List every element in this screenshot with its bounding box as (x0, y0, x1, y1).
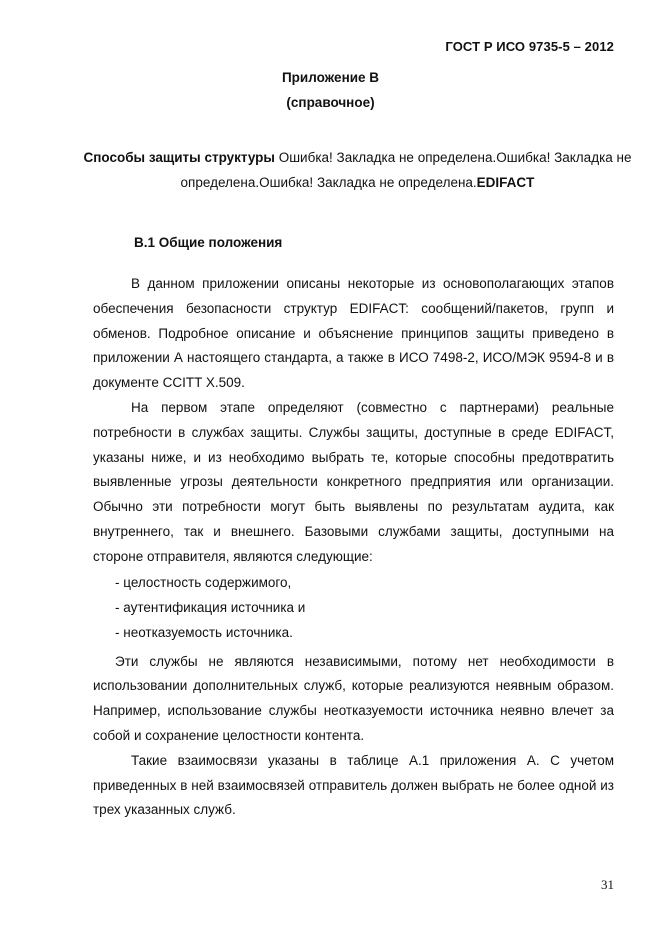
bullet-item-2: - аутентификация источника и (115, 599, 306, 615)
paragraph-3: Эти службы не являются независимыми, потому нет необходимости в использовании дополнительных служб, которые реализуются неявным образом. Например, использование службы неотказуемости источника неявно влечет за собой и сохранение целостности контента. (93, 653, 614, 743)
document-title-end: EDIFACT (476, 175, 535, 190)
document-title (60, 145, 655, 195)
paragraph-4: Такие взаимосвязи указаны в таблице А.1 приложения А. С учетом приведенных в ней взаимосвязей отправитель должен выбрать не более одной из трех указанных служб. (93, 752, 614, 818)
body-text (93, 272, 614, 823)
document-title-error-text: Ошибка! Закладка не определена.Ошибка! Закладка не определена.Ошибка! Закладка не определена. (180, 150, 632, 190)
document-title-bold: Способы защиты структуры (83, 150, 275, 165)
bullet-item-1: - целостность содержимого, (115, 574, 292, 590)
paragraph-2: На первом этапе определяют (совместно с партнерами) реальные потребности в службах защиты. Службы защиты, доступные в среде EDIFACT, указаны ниже, и из необходимо выбрать те, которые способны предотвратить выявленные угрозы деятельности конкретного предприятия или организации. Обычно эти потребности могут быть выявлены по результатам аудита, как внутреннего, так и внешнего. Базовыми службами защиты, доступными на стороне отправителя, являются следующие: (93, 399, 614, 564)
bullet-item-3: - неотказуемость источника. (115, 624, 293, 640)
section-heading: В.1 Общие положения (134, 235, 283, 250)
standard-designation: ГОСТ Р ИСО 9735-5 – 2012 (445, 39, 614, 54)
annex-title: Приложение В (281, 70, 380, 85)
annex-subtitle: (справочное) (286, 95, 375, 110)
page-number: 31 (601, 877, 614, 892)
paragraph-1: В данном приложении описаны некоторые из основополагающих этапов обеспечения безопасности структур EDIFACT: сообщений/пакетов, групп и обменов. Подробное описание и объяснение принципов защиты приведено в приложении А настоящего стандарта, а также в ИСО 7498-2, ИСО/МЭК 9594-8 и в документе CCITT X.509. (93, 276, 614, 391)
